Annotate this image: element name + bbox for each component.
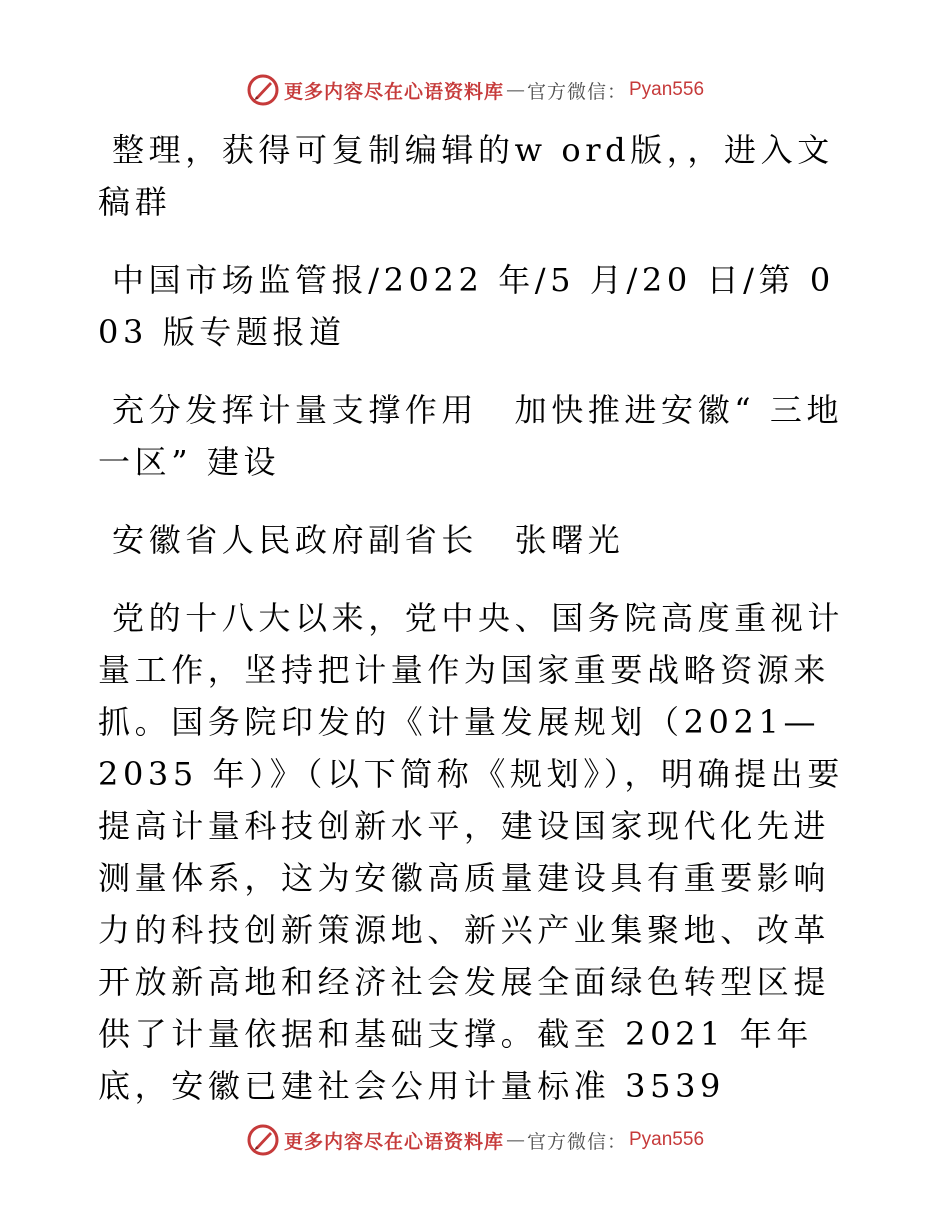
source-line: 中国市场监管报/2022 年/5 月/20 日/第 003 版专题报道 xyxy=(98,261,835,351)
article-author: 安徽省人民政府副省长 张曙光 xyxy=(112,521,625,559)
watermark-header xyxy=(0,70,950,110)
intro-note: 整理，获得可复制编辑的w ord版，，进入文稿群 xyxy=(98,131,834,221)
article-title: 充分发挥计量支撑作用 加快推进安徽“ 三地一区” 建设 xyxy=(98,391,844,481)
body-paragraph: 党的十八大以来，党中央、国务院高度重视计量工作，坚持把计量作为国家重要战略资源来抓。国务院印发的《计量发展规划（2021— 2035 年）》（以下简称《规划》），明确提出要提高计量科技创新水平，建设国家现代化先进测量体系，这为安徽高质量建设具有重要影响力的科技创新策源地、新兴产业集聚地、改革开放新高地和经济社会发展全面绿色转型区提供了计量依据和基础支撑。截至 2021 年年底，安徽已建社会公用计量标准 3539 xyxy=(98,599,845,1105)
watermark-wechat-label: 官方微信： xyxy=(526,80,627,103)
watermark-brand: 更多内容尽在心语资料库 xyxy=(283,1130,504,1153)
watermark-brand: 更多内容尽在心语资料库 xyxy=(283,80,504,103)
document-body xyxy=(98,124,858,1112)
watermark-wechat-label: 官方微信： xyxy=(526,1130,627,1153)
watermark-separator: — xyxy=(505,1129,525,1151)
quill-logo-icon xyxy=(246,73,280,107)
watermark-separator: — xyxy=(505,79,525,101)
watermark-footer xyxy=(0,1120,950,1160)
quill-logo-icon xyxy=(246,1123,280,1157)
watermark-handle: Pyan556 xyxy=(629,1129,705,1150)
watermark-handle: Pyan556 xyxy=(629,79,705,100)
